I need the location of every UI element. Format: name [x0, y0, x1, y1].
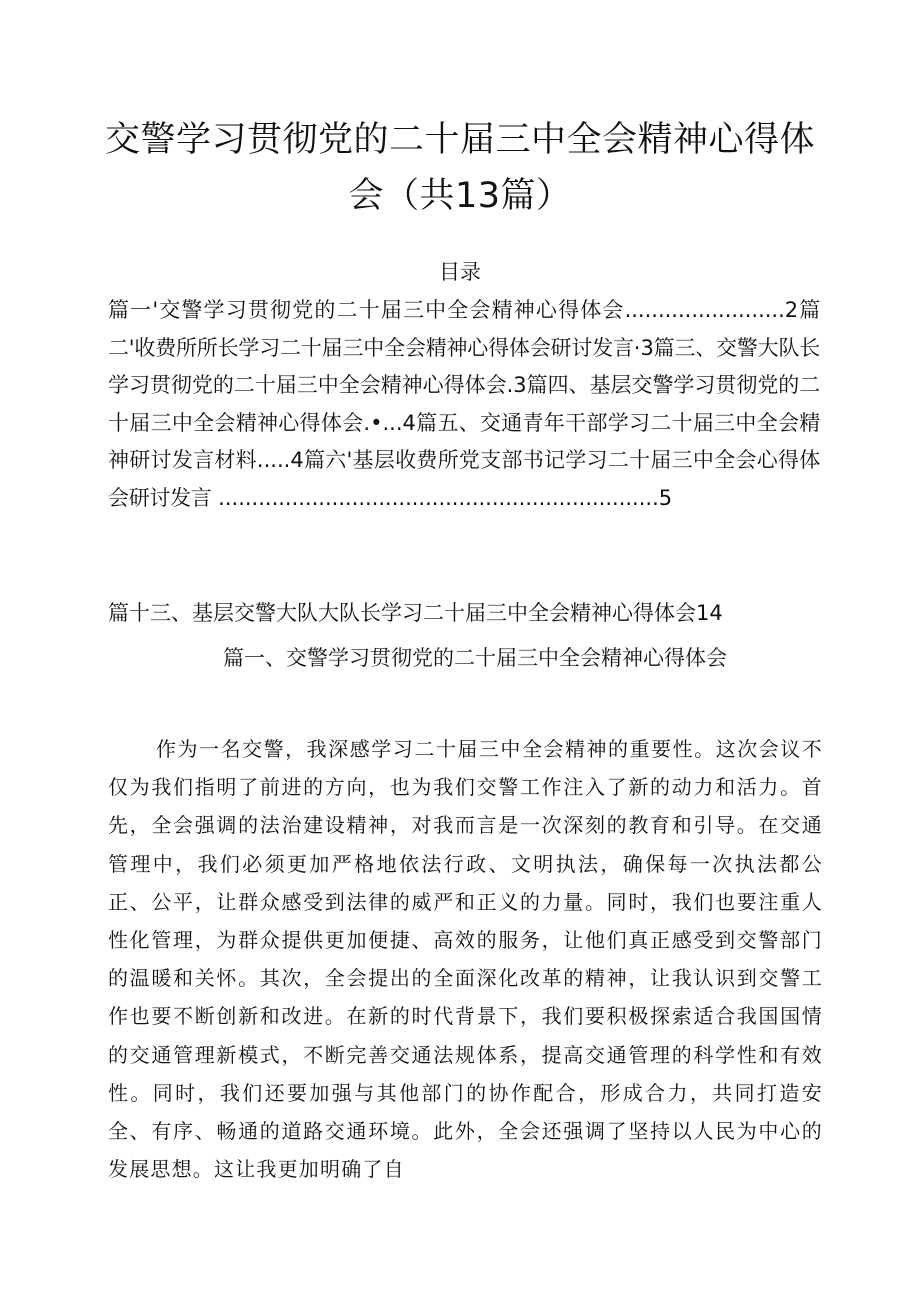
- toc-entry-title: 篇五、交通青年干部学习二十届三中全会精神研讨发言材料: [108, 410, 820, 472]
- document-title: [100, 112, 820, 224]
- title-line-2: 会（共13篇）: [348, 176, 572, 216]
- toc-entry-title: 篇三、交警大队长学习贯彻党的二十届三中全会精神心得体会: [108, 335, 820, 397]
- body-paragraph: 作为一名交警，我深感学习二十届三中全会精神的重要性。这次会议不仅为我们指明了前进的方向，也为我们交警工作注入了新的动力和活力。首先，全会强调的法治建设精神，对我而言是一次深刻的教育和引导。在交通管理中，我们必须更加严格地依法行政、文明执法，确保每一次执法都公正、公平，让群众感受到法律的威严和正义的力量。同时，我们也要注重人性化管理，为群众提供更加便捷、高效的服务，让他们真正感受到交警部门的温暖和关怀。其次，全会提出的全面深化改革的精神，让我认识到交警工作也要不断创新和改进。在新的时代背景下，我们要积极探索适合我国国情的交通管理新模式，不断完善交通法规体系，提高交通管理的科学性和有效性。同时，我们还要加强与其他部门的协作配合，形成合力，共同打造安全、有序、畅通的道路交通环境。此外，全会还强调了坚持以人民为中心的发展思想。这让我更加明确了自: [108, 737, 823, 1182]
- toc-entry-title: 篇二'收费所所长学习二十届三中全会精神心得体会研讨发言: [108, 298, 821, 360]
- toc-entry[interactable]: [108, 298, 798, 322]
- toc-entry-page: 5: [658, 485, 672, 510]
- toc-heading: 目录: [439, 260, 481, 284]
- toc-entry-leader: ..................................................................: [211, 485, 659, 510]
- toc-entry-leader: .•...: [363, 410, 403, 435]
- toc-entry-leader: .....: [256, 448, 291, 472]
- toc-entry-page: 2: [784, 298, 798, 322]
- toc-entry-page: 4: [402, 410, 416, 435]
- toc-entry-leader: ........................: [624, 298, 785, 322]
- section-heading: 篇一、交警学习贯彻党的二十届三中全会精神心得体会: [223, 646, 727, 670]
- toc-entry-title: 篇一'交警学习贯彻党的二十届三中全会精神心得体会: [108, 298, 625, 322]
- toc-entry-title: 篇六'基层收费所党支部书记学习二十届三中全会心得体会研讨发言: [108, 448, 820, 510]
- toc-entry-title: 篇四、基层交警学习贯彻党的二十届三中全会精神心得体会: [108, 373, 820, 435]
- title-line-1: 交警学习贯彻党的二十届三中全会精神心得体: [104, 120, 815, 160]
- toc-entry-page: 3: [640, 335, 654, 360]
- table-of-contents: [108, 292, 820, 517]
- toc-entry-leader: .: [506, 373, 514, 397]
- toc-entry-page: 3: [513, 373, 527, 397]
- toc-entry-leader: ·: [633, 335, 641, 360]
- toc-entry-page: 4: [290, 448, 304, 472]
- toc-entry-last[interactable]: 篇十三、基层交警大队大队长学习二十届三中全会精神心得体会14: [108, 601, 723, 625]
